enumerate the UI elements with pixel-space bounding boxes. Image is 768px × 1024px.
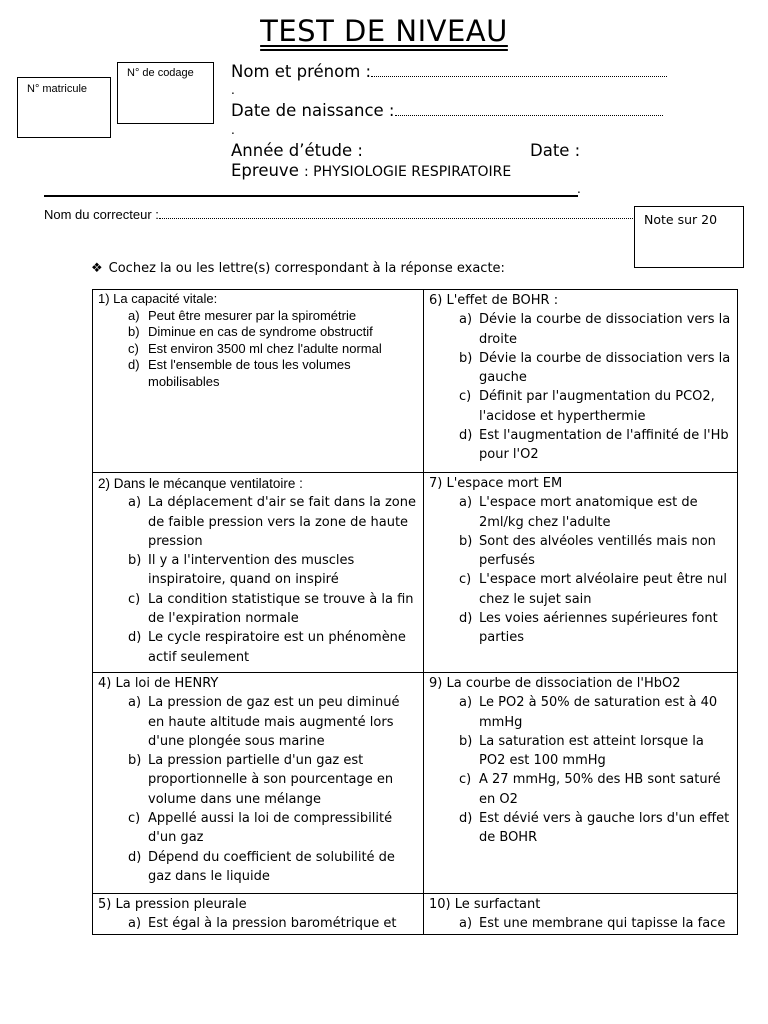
naissance-dot-continuation: . [231,123,235,137]
diamond-bullet-icon: ❖ [91,261,103,276]
option-b[interactable]: b) La pression partielle d'un gaz est proportionnelle à son pourcentage en volume dans une mélange [128,753,394,807]
correcteur-dots [159,217,635,219]
instruction-line [91,261,505,276]
questions-table [92,289,738,935]
option-list [429,693,733,847]
option-list [429,914,733,933]
option-a[interactable]: a) La pression de gaz est un peu diminué en haute altitude mais augmenté lors d'une plongée sous marine [128,695,400,749]
option-c[interactable]: c) Appellé aussi la loi de compressibilité d'un gaz [128,811,393,846]
question-5 [93,894,424,935]
correcteur-label: Nom du correcteur : [44,207,159,222]
annee-etude-label: Année d’étude : [231,141,363,160]
question-title: 7) L'espace mort EM [429,476,563,491]
option-b[interactable]: b) Sont des alvéoles ventillés mais non perfusés [459,533,716,569]
option-list [98,914,419,933]
header-divider [44,195,578,197]
note-box[interactable] [634,206,744,268]
option-b[interactable]: b) La saturation est atteint lorsque la PO2 est 100 mmHg [459,733,704,769]
option-a[interactable]: a) Est une membrane qui tapisse la face [459,916,726,932]
nom-prenom-field[interactable] [231,62,667,81]
question-title: 1) La capacité vitale: [98,291,218,306]
option-a[interactable]: a) La déplacement d'air se fait dans la zone de faible pression vers la zone de haute pression [128,495,416,549]
option-c[interactable]: c) L'espace mort alvéolaire peut être nul chez le sujet sain [459,572,727,607]
option-list [98,693,419,886]
divider-dot: . [577,182,581,196]
question-title: 10) Le surfactant [429,897,541,912]
nom-dot-continuation: . [231,83,235,97]
question-10 [424,894,738,935]
naissance-label: Date de naissance : [231,101,395,120]
option-d[interactable]: d) Les voies aériennes supérieures font parties [459,611,718,646]
option-list [98,493,419,667]
page-title: TEST DE NIVEAU [260,14,508,48]
date-label: Date : [530,141,581,160]
option-d[interactable]: d) Est l'ensemble de tous les volumes mobilisables [128,357,351,389]
option-d[interactable]: d) Est dévié vers à gauche lors d'un effet de BOHR [459,811,730,846]
date-field[interactable] [530,141,580,160]
instruction-text: Cochez la ou les lettre(s) correspondant à la réponse exacte: [108,261,505,276]
nom-prenom-label: Nom et prénom : [231,62,372,81]
option-b[interactable]: b) Diminue en cas de syndrome obstructif [128,324,373,339]
option-a[interactable]: a) Est égal à la pression barométrique et [128,916,397,932]
question-title: 6) L'effet de BOHR : [429,293,559,308]
option-d[interactable]: d) Le cycle respiratoire est un phénomène actif seulement [128,630,406,665]
option-list [429,310,733,464]
option-a[interactable]: a) L'espace mort anatomique est de 2ml/kg chez l'adulte [459,495,698,530]
option-c[interactable]: c) La condition statistique se trouve à la fin de l'expiration normale [128,591,414,627]
annee-etude-field[interactable] [231,141,363,160]
question-7 [424,473,738,673]
correcteur-field[interactable] [44,207,635,222]
question-title: 4) La loi de HENRY [98,676,219,691]
question-4 [93,673,424,894]
codage-box[interactable] [117,62,214,124]
note-label: Note sur 20 [644,212,718,227]
question-9 [424,673,738,894]
question-2 [93,473,424,673]
option-c[interactable]: c) Est environ 3500 ml chez l'adulte normal [128,340,382,356]
option-c[interactable]: c) Définit par l'augmentation du PCO2, l'acidose et hyperthermie [459,389,715,424]
option-b[interactable]: b) Dévie la courbe de dissociation vers la gauche [459,350,731,386]
epreuve-value: : PHYSIOLOGIE RESPIRATOIRE [303,164,512,180]
matricule-box[interactable] [17,77,111,138]
naissance-field[interactable] [231,101,663,120]
option-a[interactable]: a) Peut être mesurer par la spirométrie [128,307,357,323]
question-title: 9) La courbe de dissociation de l'HbO2 [429,676,681,691]
option-list [429,493,733,647]
codage-label: N° de codage [127,67,194,79]
question-6 [424,290,738,473]
option-c[interactable]: c) A 27 mmHg, 50% des HB sont saturé en O2 [459,772,721,807]
epreuve-label: Epreuve [231,161,299,180]
option-d[interactable]: d) Est l'augmentation de l'affinité de l'Hb pour l'O2 [459,428,729,463]
question-title: 5) La pression pleurale [98,897,247,912]
question-title: 2) Dans le mécanque ventilatoire : [98,476,303,491]
option-b[interactable]: b) Il y a l'intervention des muscles inspiratoire, quand on inspiré [128,553,355,588]
epreuve-line [231,161,511,180]
naissance-dots [395,114,663,116]
question-1 [93,290,424,473]
nom-prenom-dots [371,75,667,77]
option-d[interactable]: d) Dépend du coefficient de solubilité de gaz dans le liquide [128,849,395,884]
matricule-label: N° matricule [27,83,88,95]
option-a[interactable]: a) Le PO2 à 50% de saturation est à 40 mmHg [459,695,718,730]
option-a[interactable]: a) Dévie la courbe de dissociation vers la droite [459,312,731,347]
option-list [98,308,419,391]
